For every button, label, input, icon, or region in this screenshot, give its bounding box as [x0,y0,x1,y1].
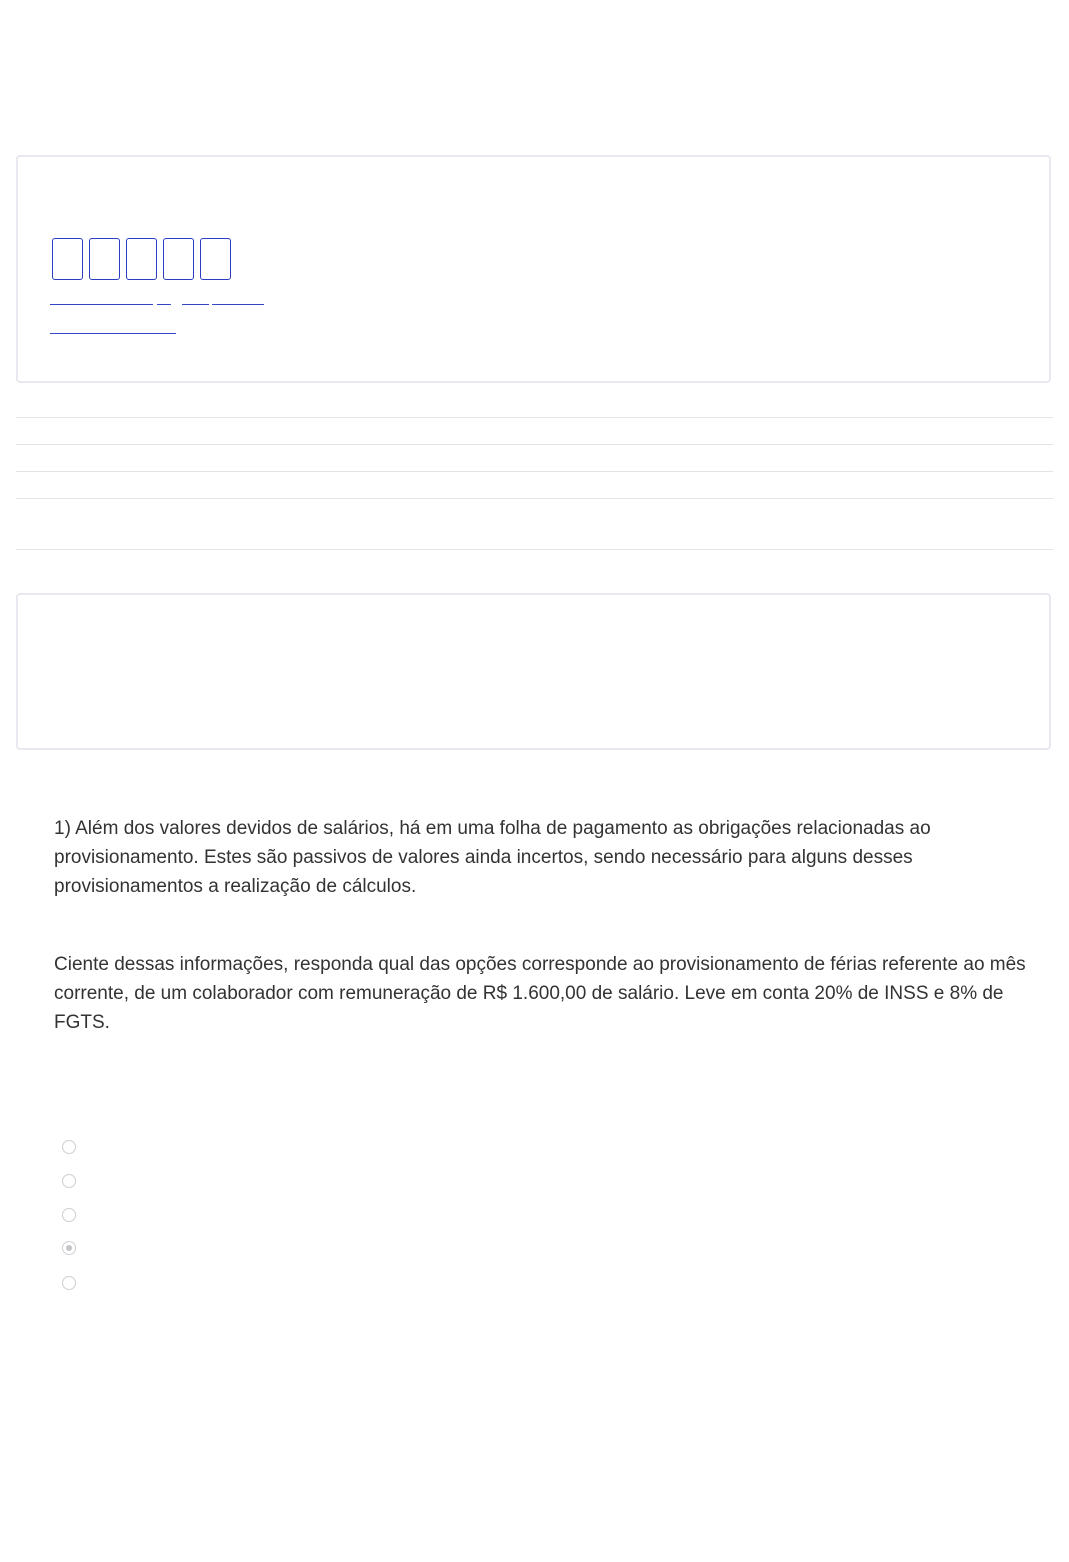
header-card [16,155,1051,383]
question-nav-box-3[interactable] [126,238,157,280]
divider-row-3 [16,471,1053,472]
question-nav-box-5[interactable] [200,238,231,280]
link-2[interactable] [157,304,171,305]
question-paragraph-1: 1) Além dos valores devidos de salários, há em uma folha de pagamento as obrigações relacionadas ao provisionamento. Estes são passivos de valores ainda incertos, sendo necessário para alguns desses provisionamentos a realização de cálculos. [54,818,931,897]
question-paragraph-2: Ciente dessas informações, responda qual das opções corresponde ao provisionamento de férias referente ao mês corrente, de um colaborador com remuneração de R$ 1.600,00 de salário. Leve em conta 20% de INSS e 8% de FGTS. [54,954,1026,1033]
answer-option-b-radio[interactable] [62,1174,76,1188]
divider-row-1 [16,417,1053,418]
info-card [16,593,1051,750]
link-1[interactable] [50,304,153,305]
answer-option-a-radio[interactable] [62,1140,76,1154]
answer-option-d-radio[interactable] [62,1241,76,1255]
answer-option-c-radio[interactable] [62,1208,76,1222]
link-4[interactable] [212,304,264,305]
answer-option-e-radio[interactable] [62,1276,76,1290]
link-5[interactable] [50,333,176,334]
divider-row-4 [16,498,1053,499]
question-nav-box-2[interactable] [89,238,120,280]
question-nav-box-4[interactable] [163,238,194,280]
question-nav [52,238,231,280]
question-text [54,814,1039,1037]
divider-row-5 [16,549,1053,550]
link-3[interactable] [182,304,209,305]
divider-row-2 [16,444,1053,445]
question-nav-box-1[interactable] [52,238,83,280]
